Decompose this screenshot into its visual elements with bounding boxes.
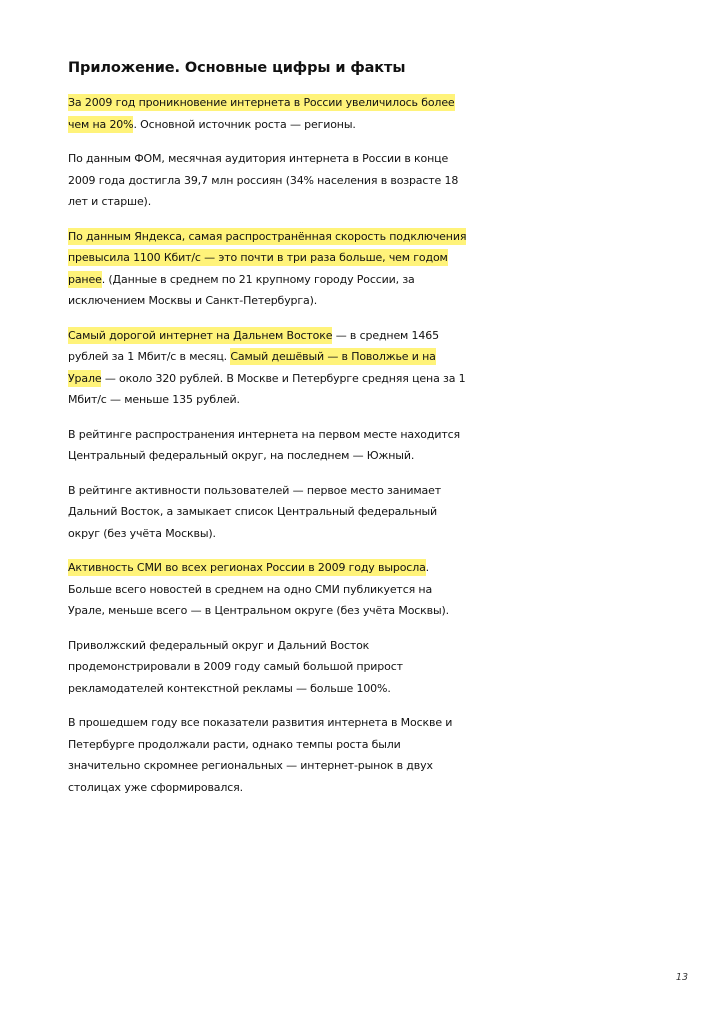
highlighted-text: По данным Яндекса, самая распространённая скорость подключения превысила 1100 Кбит/с — это почти в три раза больше, чем годом ранее	[68, 229, 467, 286]
paragraph-media-activity	[68, 557, 468, 622]
paragraph-distribution-rating: В рейтинге распространения интернета на первом месте находится Центральный федеральный округ, на последнем — Южный.	[68, 427, 460, 462]
paragraph-text: — около 320 рублей. В Москве и Петербурге средняя цена за 1 Мбит/с — меньше 135 рублей.	[68, 371, 466, 406]
page-title: Приложение. Основные цифры и факты	[68, 60, 406, 76]
document-page	[68, 56, 468, 811]
paragraph-internet-penetration	[68, 92, 468, 135]
paragraph-activity-rating: В рейтинге активности пользователей — первое место занимает Дальний Восток, а замыкает список Центральный федеральный округ (без учёта Москвы).	[68, 483, 441, 540]
paragraph-fom-audience: По данным ФОМ, месячная аудитория интернета в России в конце 2009 года достигла 39,7 млн россиян (34% населения в возрасте 18 лет и старше).	[68, 152, 459, 208]
paragraph-internet-prices	[68, 325, 468, 411]
paragraph-connection-speed	[68, 226, 468, 312]
highlighted-text: Самый дешёвый — в Поволжье и на Урале	[68, 350, 436, 385]
paragraph-text: . Основной источник роста — регионы.	[133, 117, 356, 131]
page-number: 13	[675, 972, 688, 983]
paragraph-text: . Больше всего новостей в среднем на одно СМИ публикуется на Урале, меньше всего — в Центральном округе (без учёта Москвы).	[68, 561, 450, 617]
highlighted-text: За 2009 год проникновение интернета в России увеличилось более чем на 20%	[68, 96, 455, 131]
paragraph-text: — в среднем 1465 рублей за 1 Мбит/с в месяц.	[68, 328, 439, 363]
paragraph-text: . (Данные в среднем по 21 крупному городу России, за исключением Москвы и Санкт-Петербурга).	[68, 272, 415, 307]
highlighted-text: Активность СМИ во всех регионах России в 2009 году выросла	[68, 561, 426, 574]
highlighted-text: Самый дорогой интернет на Дальнем Востоке	[68, 328, 333, 342]
paragraph-moscow-petersburg: В прошедшем году все показатели развития интернета в Москве и Петербурге продолжали расти, однако темпы роста были значительно скромнее региональных — интернет-рынок в двух столицах уже сформировался.	[68, 716, 453, 794]
paragraph-advertisers-growth: Приволжский федеральный округ и Дальний Восток продемонстрировали в 2009 году самый большой прирост рекламодателей контекстной рекламы — больше 100%.	[68, 638, 403, 695]
